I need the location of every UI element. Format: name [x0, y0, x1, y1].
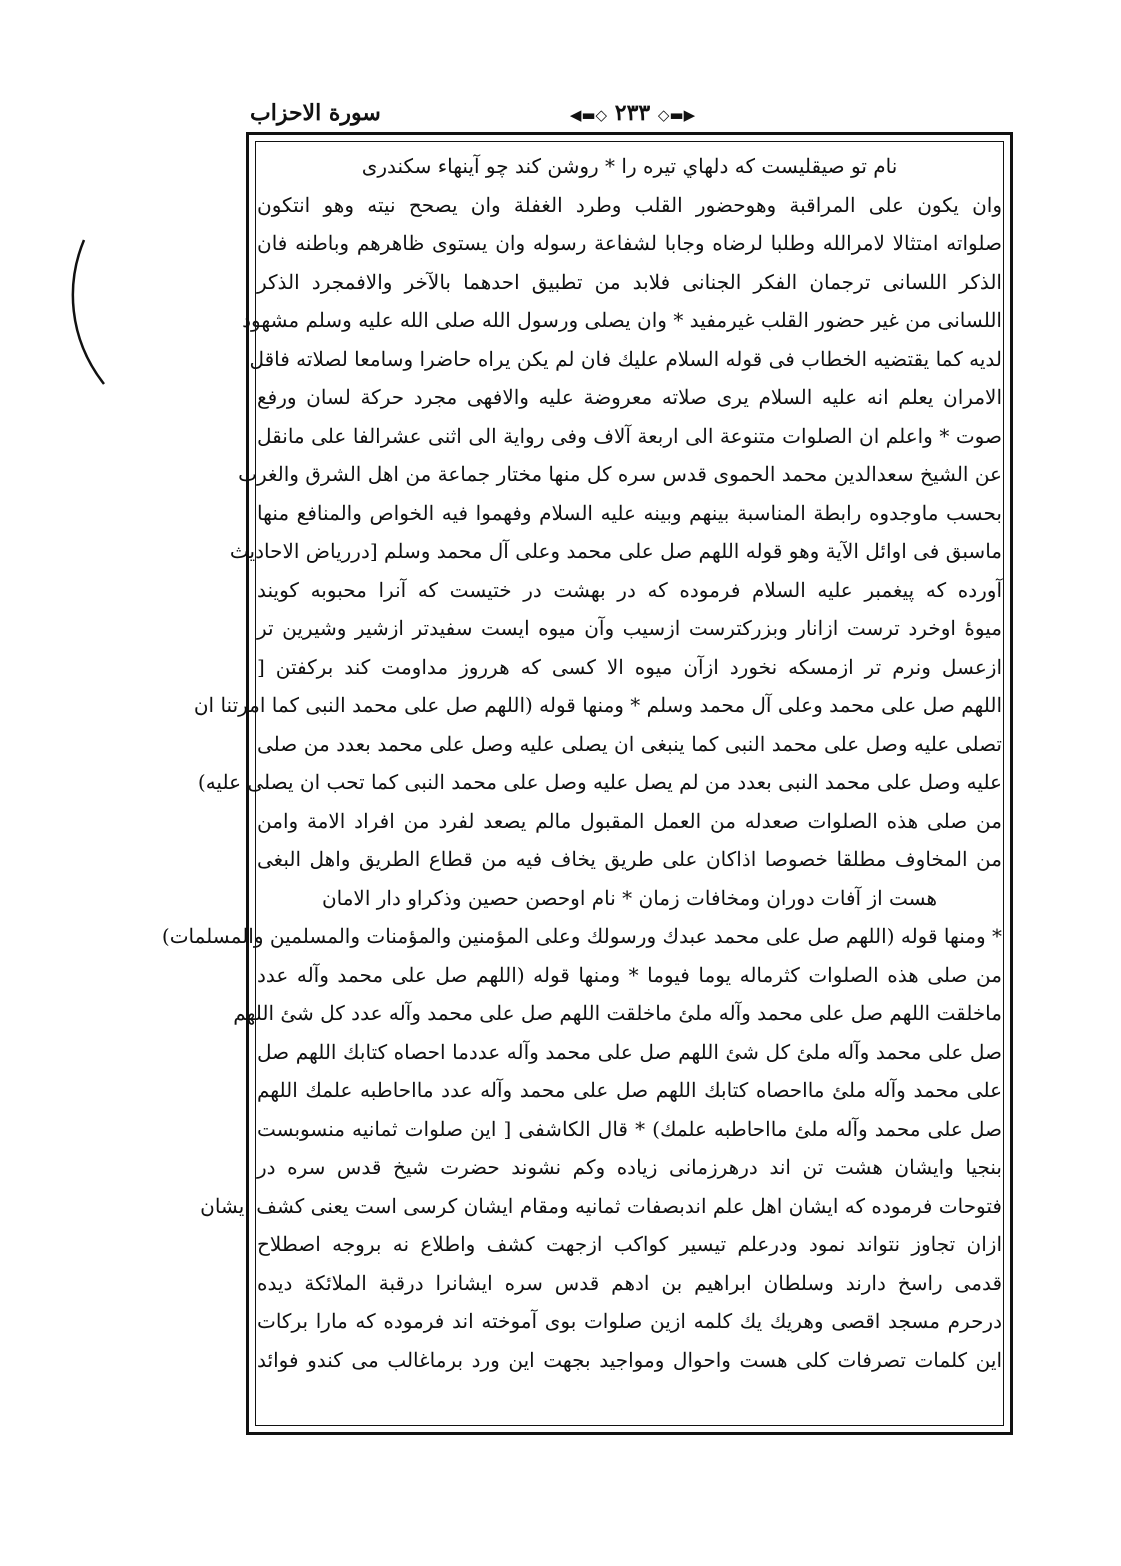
- text-line: على محمد وآله ملئ مااحصاه كتابك اللهم صل على محمد وآله عدد مااحاطبه علمك اللهم: [257, 1078, 1002, 1102]
- text-line: لديه كما يقتضيه الخطاب فى قوله السلام عليك فان لم يكن يراه حاضرا وسامعا لصلاته فاقل: [249, 346, 1002, 371]
- main-text: [161, 147, 1003, 1379]
- text-line: صوت * واعلم ان الصلوات متنوعة الى اربعة آلاف وفى رواية الى اثنى عشرالفا على مانقل: [257, 423, 1002, 448]
- right-ornament-icon: ◇▬▶: [657, 106, 696, 124]
- text-line: قدمى راسخ دارند وسلطان ابراهيم بن ادهم قدس سره ايشانرا درقبة الملائكة ديده: [257, 1270, 1002, 1295]
- page-header: [250, 100, 1015, 134]
- text-line: عليه وصل على محمد النبى بعدد من لم يصل عليه وصل على محمد النبى كما تحب ان يصلى عليه): [197, 770, 1002, 794]
- text-line: * ومنها قوله (اللهم صل على محمد عبدك ورسولك وعلى المؤمنين والمؤمنات والمسلمين والمسلمات): [161, 924, 1002, 948]
- text-line: من صلى هذه الصلوات صعدله من العمل المقبول مالم يصعد لفرد من افراد الامة وامن: [257, 808, 1002, 833]
- text-line: ماسبق فى اوائل الآية وهو قوله اللهم صل على محمد وعلى آل محمد وسلم [دررياض الاحاديث: [229, 539, 1002, 563]
- text-line: من المخاوف مطلقا خصوصا اذاكان على طريق يخاف فيه من قطاع الطريق واهل البغى: [257, 847, 1002, 871]
- text-line: اين كلمات تصرفات كلى هست واحوال ومواجيد بجهت اين ورد برماغالب مى كندو فوائد: [257, 1347, 1003, 1372]
- text-line: اللسانى من غير حضور القلب غيرمفيد * وان يصلى ورسول الله صلى الله عليه وسلم مشهود: [242, 308, 1002, 332]
- surah-name: سورة الاحزاب: [250, 100, 381, 126]
- text-line: اللهم صل على محمد وعلى آل محمد وسلم * ومنها قوله (اللهم صل على محمد النبى كما امرتنا ان: [193, 693, 1002, 717]
- text-line: عن الشيخ سعدالدين محمد الحموى قدس سره كل منها مختار جماعة من اهل الشرق والغرب: [238, 462, 1002, 486]
- text-line: صلواته امتثالا لامرالله وطلبا لرضاه وجابا لشفاعة رسوله وان يستوى ظاهرهم وباطنه فان: [257, 231, 1002, 255]
- text-line: ماخلقت اللهم صل على محمد وآله ملئ ماخلقت اللهم صل على محمد وآله عدد كل شئ اللهم: [233, 1001, 1002, 1025]
- text-line: بحسب ماوجدوه رابطة المناسبة بينهم وبينه عليه السلام وفهموا فيه الخواص والمنافع منها: [257, 500, 1002, 525]
- text-line: ازان تجاوز نتواند نمود ودرعلم تيسير كواكب ازجهت كشف واطلاع نه بروجه اصطلاح: [257, 1232, 1002, 1256]
- text-line: درحرم مسجد اقصى وهريك يك كلمه ازين صلوات بوى آموخته اند فرموده كه مارا بركات: [257, 1309, 1002, 1333]
- text-line: ميوهٔ اوخرد ترست ازانار وبزركترست ازسيب وآن ميوه ايست سفيدتر ازشير وشيرين تر: [257, 616, 1002, 640]
- margin-bracket-icon: [62, 238, 112, 388]
- verse-line: هست از آفات دوران ومخافات زمان * نام اوحصن حصين وذكراو دار الامان: [321, 885, 938, 910]
- text-line: صل على محمد وآله ملئ كل شئ اللهم صل على محمد وآله عددما احصاه كتابك اللهم صل: [257, 1039, 1002, 1064]
- page-number: ٢٣٣: [614, 100, 651, 126]
- text-line: آورده كه پيغمبر عليه السلام فرموده كه در بهشت در ختيست كه آنرا محبوبه كويند: [257, 577, 1002, 602]
- verse-line: نام تو صيقليست كه دلهاي تيره را * روشن كند چو آينهاء سكندرى: [361, 154, 898, 178]
- text-line: صل على محمد وآله ملئ مااحاطبه علمك) * قال الكاشفى [ اين صلوات ثمانيه منسوبست: [257, 1116, 1002, 1141]
- text-line: الذكر اللسانى ترجمان الفكر الجنانى فلابد من تطبيق احدهما بالآخر والافمجرد الذكر: [257, 269, 1002, 294]
- text-frame: [161, 132, 1013, 1435]
- text-line: الامران يعلم انه عليه السلام يرى صلاته معروضة عليه والافهى مجرد حركة لسان ورفع: [257, 385, 1002, 409]
- text-line: فتوحات فرموده كه ايشان اهل علم اندبصفات ثمانيه ومقام ايشان كرسى است يعنى كشف ايشان: [200, 1193, 1002, 1218]
- page-number-block: [250, 100, 1015, 126]
- text-line: تصلى عليه وصل على محمد النبى كما ينبغى ان يصلى عليه وصل على محمد بعدد من صلى: [257, 731, 1002, 756]
- text-line: ازعسل ونرم تر ازمسكه نخورد ازآن ميوه الا كسى كه هرروز مداومت كند بركفتن [: [257, 654, 1002, 679]
- text-line: وان يكون على المراقبة وهوحضور القلب وطرد الغفلة وان يصحح نيته وهو انتكون: [257, 192, 1002, 217]
- text-line: بنجيا وايشان هشت تن اند درهرزمانى زياده وكم نشوند حضرت شيخ قدس سره در: [257, 1155, 1002, 1179]
- text-line: من صلى هذه الصلوات كثرماله يوما فيوما * ومنها قوله (اللهم صل على محمد وآله عدد: [257, 962, 1002, 987]
- left-ornament-icon: ◀▬◇: [569, 106, 608, 124]
